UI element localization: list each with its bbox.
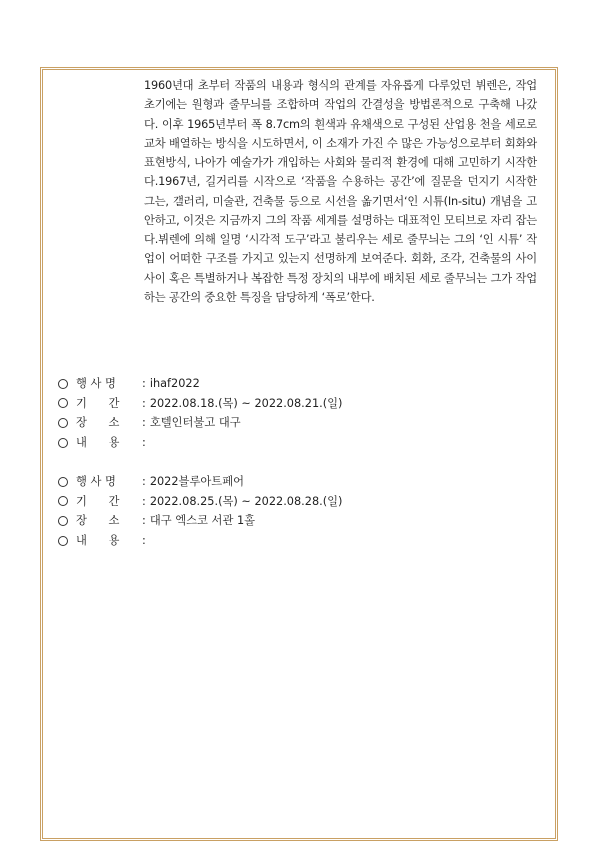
event-period-row xyxy=(58,492,538,512)
event-name-row xyxy=(58,374,538,394)
bullet-circle-icon xyxy=(58,496,68,506)
bullet-circle-icon xyxy=(58,398,68,408)
bullet-circle-icon xyxy=(58,438,68,448)
bullet-circle-icon xyxy=(58,418,68,428)
event-name: 2022블루아트페어 xyxy=(149,475,245,488)
label-place: 장 소 xyxy=(76,416,120,430)
label-name: 행 사 명 xyxy=(76,475,116,488)
bullet-circle-icon xyxy=(58,379,68,389)
colon: : xyxy=(142,533,146,547)
description-paragraph: 1960년대 초부터 작품의 내용과 형식의 관계를 자유롭게 다루었던 뷔렌은, 작업 초기에는 원형과 줄무늬를 조합하며 작업의 간결성을 방법론적으로 구축해 나갔다. 이후 1965년부터 폭 8.7cm의 흰색과 유채색으로 구성된 산업용 천을 세로로 교차 배열하는 방식을 시도하면서, 이 소재가 가진 수 많은 가능성으로부터 회화와 표현방식, 나아가 예술가가 개입하는 사회와 물리적 환경에 대해 고민하기 시작한다.1967년, 길거리를 시작으로 ‘작품을 수용하는 공간’에 질문을 던지기 시작한 그는, 갤러리, 미술관, 건축물 등으로 시선을 옮기면서‘인 시튜(In-situ) 개념을 고안하고, 이것은 지금까지 그의 작품 세계를 설명하는 대표적인 모티브로 자리 잡는다.뷔렌에 의해 일명 ‘시각적 도구’라고 불리우는 세로 줄무늬는 그의 ‘인 시튜’ 작업이 어떠한 구조를 가지고 있는지 선명하게 보여준다. 회화, 조각, 건축물의 사이사이 혹은 특별하거나 복잡한 특정 장치의 내부에 배치된 세로 줄무늬는 그가 작업하는 공간의 중요한 특징을 담당하게 ‘폭로’한다. xyxy=(144,79,537,304)
label-period: 기 간 xyxy=(76,396,120,410)
label-content: 내 용 xyxy=(76,533,120,547)
label-place: 장 소 xyxy=(76,514,120,528)
event-period: 2022.08.25.(목) ~ 2022.08.28.(일) xyxy=(149,494,343,508)
bullet-circle-icon xyxy=(58,477,68,487)
bullet-circle-icon xyxy=(58,536,68,546)
label-name: 행 사 명 xyxy=(76,377,116,390)
colon: : xyxy=(142,377,146,390)
event-bluart-fair xyxy=(58,472,538,550)
event-name-row xyxy=(58,472,538,492)
event-content-row xyxy=(58,531,538,551)
colon: : xyxy=(142,435,146,449)
event-place: 호텔인터불고 대구 xyxy=(149,416,241,430)
event-place: 대구 엑스코 서관 1홀 xyxy=(149,514,256,528)
event-place-row xyxy=(58,413,538,433)
label-period: 기 간 xyxy=(76,494,120,508)
label-content: 내 용 xyxy=(76,435,120,449)
colon: : xyxy=(142,475,146,488)
event-period-row xyxy=(58,394,538,414)
event-period: 2022.08.18.(목) ~ 2022.08.21.(일) xyxy=(149,396,343,410)
event-ihaf2022 xyxy=(58,374,538,452)
bullet-circle-icon xyxy=(58,516,68,526)
colon: : xyxy=(142,494,146,508)
colon: : xyxy=(142,514,146,528)
event-name: ihaf2022 xyxy=(149,377,200,390)
colon: : xyxy=(142,396,146,410)
event-place-row xyxy=(58,511,538,531)
event-content-row xyxy=(58,433,538,453)
colon: : xyxy=(142,416,146,430)
